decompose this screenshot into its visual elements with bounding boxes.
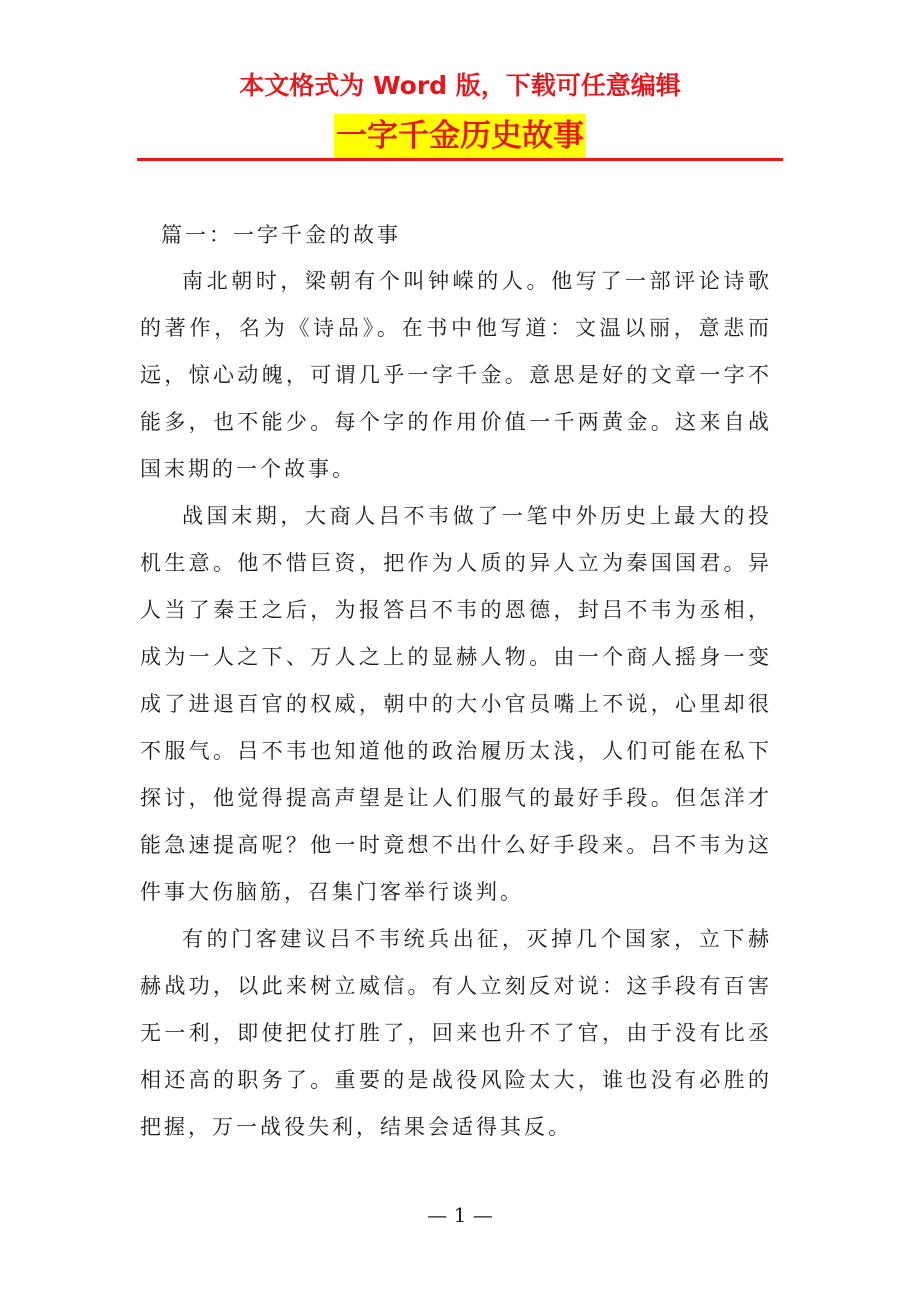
- document-title: 一字千金历史故事: [334, 114, 586, 158]
- page-number: — 1 —: [427, 1203, 493, 1227]
- article-body: [140, 212, 772, 1151]
- paragraph-1: 南北朝时，梁朝有个叫钟嵘的人。他写了一部评论诗歌的著作，名为《诗品》。在书中他写道：文温以丽，意悲而远，惊心动魄，可谓几乎一字千金。意思是好的文章一字不能多，也不能少。每个字的作用价值一千两黄金。这来自战国末期的一个故事。: [140, 269, 772, 481]
- format-notice-banner: 本文格式为 Word 版，下载可任意编辑: [239, 71, 681, 100]
- title-divider: [137, 158, 783, 161]
- paragraph-3: 有的门客建议吕不韦统兵出征，灭掉几个国家，立下赫赫战功，以此来树立威信。有人立刻反对说：这手段有百害无一利，即使把仗打胜了，回来也升不了官，由于没有比丞相还高的职务了。重要的是战役风险太大，谁也没有必胜的把握，万一战役失利，结果会适得其反。: [140, 927, 772, 1139]
- title-container: [0, 114, 920, 158]
- paragraph-2: 战国末期，大商人吕不韦做了一笔中外历史上最大的投机生意。他不惜巨资，把作为人质的异人立为秦国国君。异人当了秦王之后，为报答吕不韦的恩德，封吕不韦为丞相，成为一人之下、万人之上的显赫人物。由一个商人摇身一变成了进退百官的权威，朝中的大小官员嘴上不说，心里却很不服气。吕不韦也知道他的政治履历太浅，人们可能在私下探讨，他觉得提高声望是让人们服气的最好手段。但怎洋才能急速提高呢？他一时竟想不出什么好手段来。吕不韦为这件事大伤脑筋，召集门客举行谈判。: [140, 504, 772, 904]
- section-heading: 篇一：一字千金的故事: [161, 223, 401, 247]
